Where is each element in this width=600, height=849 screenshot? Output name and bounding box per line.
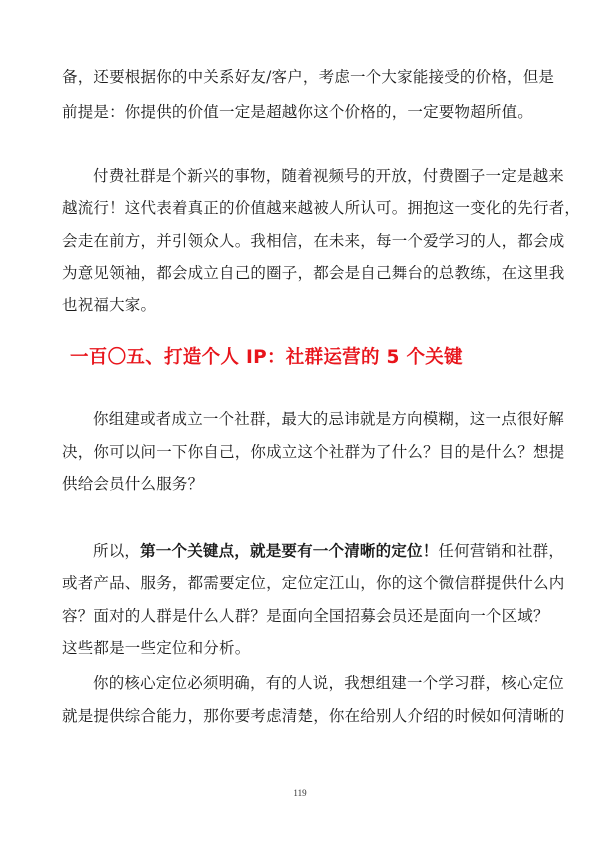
paragraph-line: 会走在前方，并引领众人。我相信，在未来，每一个爱学习的人，都会成	[62, 232, 565, 250]
paragraph-line: 也祝福大家。	[62, 296, 157, 314]
section-heading: 一百〇五、打造个人 IP：社群运营的 5 个关键	[70, 347, 463, 368]
lead-text: 所以，	[93, 542, 141, 560]
paragraph-line: 为意见领袖，都会成立自己的圈子，都会是自己舞台的总教练，在这里我	[62, 264, 565, 282]
paragraph-line: 就是提供综合能力，那你要考虑清楚，你在给别人介绍的时候如何清晰的	[62, 707, 565, 725]
paragraph-line: 供给会员什么服务？	[62, 475, 204, 493]
paragraph-line: 前提是：你提供的价值一定是超越你这个价格的，一定要物超所值。	[62, 103, 534, 121]
paragraph-line: 容？面对的人群是什么人群？是面向全国招募会员还是面向一个区域？	[62, 607, 549, 625]
trailing-text: 任何营销和社群，	[438, 542, 565, 560]
paragraph-line: 这些都是一些定位和分析。	[62, 639, 251, 657]
paragraph-line	[93, 541, 564, 561]
key-point-bold: 第一个关键点，就是要有一个清晰的定位！	[140, 541, 439, 560]
page-number: 119	[293, 788, 307, 798]
paragraph-line: 或者产品、服务，都需要定位，定位定江山，你的这个微信群提供什么内	[62, 574, 565, 592]
paragraph-line: 你的核心定位必须明确，有的人说，我想组建一个学习群，核心定位	[93, 674, 565, 692]
paragraph-line: 付费社群是个新兴的事物，随着视频号的开放，付费圈子一定是越来	[93, 167, 565, 185]
paragraph-line: 备，还要根据你的中关系好友/客户，考虑一个大家能接受的价格，但是	[62, 68, 555, 86]
paragraph-line: 你组建或者成立一个社群，最大的忌讳就是方向模糊，这一点很好解	[93, 410, 565, 428]
paragraph-line: 决，你可以问一下你自己，你成立这个社群为了什么？目的是什么？想提	[62, 443, 565, 461]
paragraph-line: 越流行！这代表着真正的价值越来越被人所认可。拥抱这一变化的先行者，	[62, 199, 581, 217]
